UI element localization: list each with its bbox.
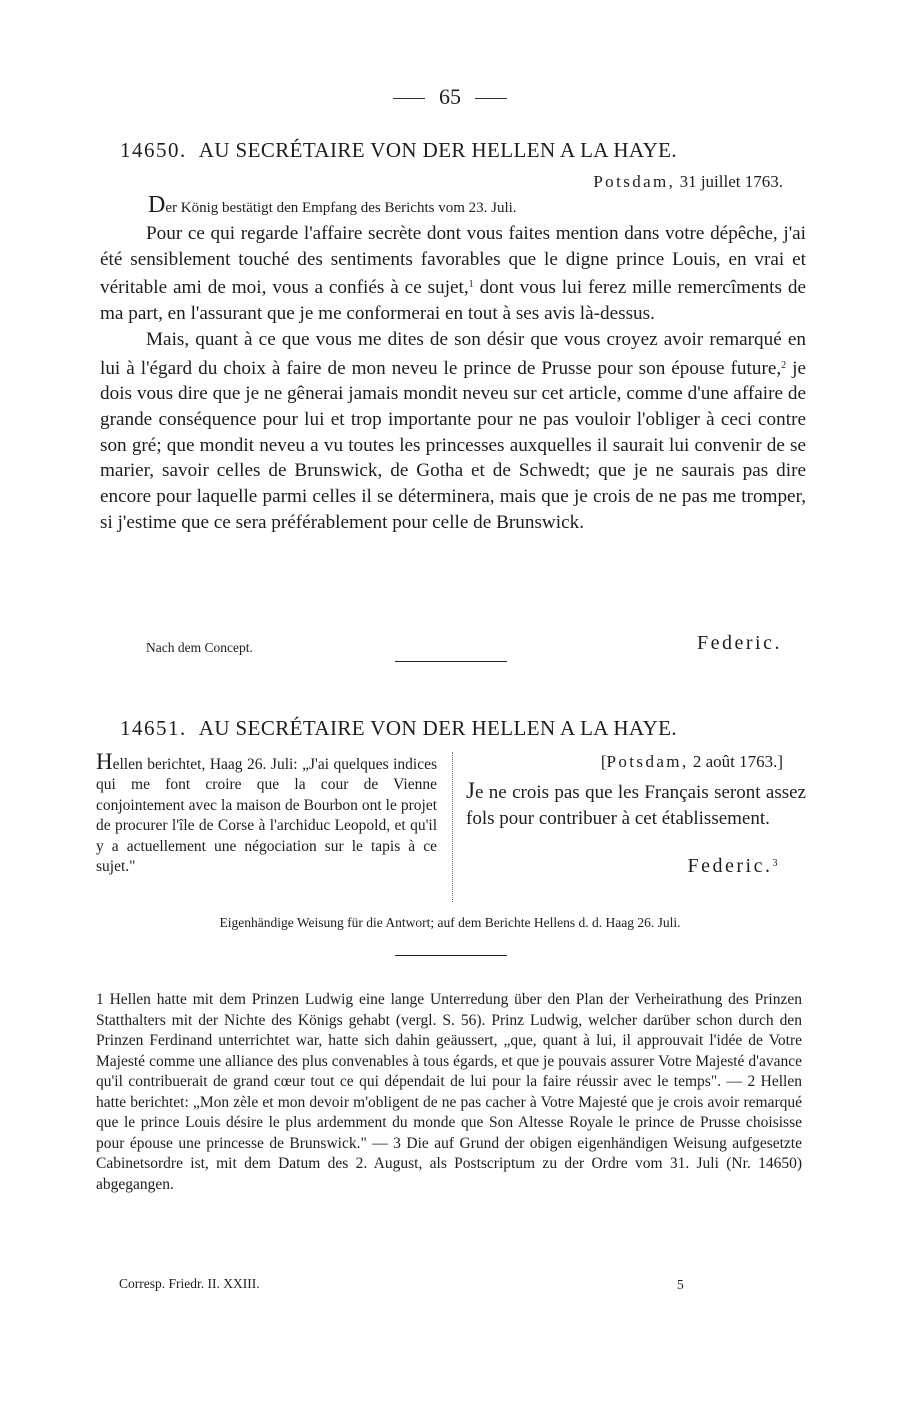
letter-2-date-place: Potsdam, bbox=[606, 752, 689, 771]
letter-2-date: 2 août 1763.] bbox=[692, 752, 783, 771]
letter-1-paragraph-2-text-b: je dois vous dire que je ne gênerai jamais mondit neveu sur cet article, comme d'une affaire de grande conséquence pour lui et trop importante pour ne pas vouloir l'obliger à ceci contre son gré; que mondit neveu a vu toutes les princesses auxquelles il saurait lui convenir de se marier, savoir celles de Brunswick, de Gotha et de Schwedt; que je ne saurais pas dire encore pour laquelle parmi celles il se déterminera, mais que je crois de ne pas me tromper, si j'estime que ce sera préférablement pour celle de Brunswick. bbox=[100, 357, 806, 533]
letter-1-signature: Federic. bbox=[697, 632, 782, 654]
letter-2-source: Eigenhändige Weisung für die Antwort; auf dem Berichte Hellens d. d. Haag 26. Juli. bbox=[219, 915, 681, 930]
footnote-divider bbox=[395, 955, 507, 956]
footer-volume: Corresp. Friedr. II. XXIII. bbox=[119, 1276, 260, 1291]
letter-1-summary bbox=[148, 192, 517, 219]
letter-2-date-bracket: [ bbox=[600, 752, 607, 771]
header-dash-right bbox=[475, 98, 507, 99]
letter-2-reply-initial: J bbox=[466, 778, 475, 803]
footer-signature-mark: 5 bbox=[677, 1277, 684, 1292]
footnotes-text: 1 Hellen hatte mit dem Prinzen Ludwig eine lange Unterredung über den Plan der Verheirathung des Prinzen Statthalters mit der Nichte des Königs gehabt (vergl. S. 56). Prinz Ludwig, welcher darüber schon durch den Prinzen Ferdinand unterrichtet war, hatte sich dahin geäussert, „que, quant à lui, il approuvait l'idée de Votre Majesté comme une alliance des plus convenables à tous égards, et que je pouvais assurer Votre Majesté d'avance qu'il contribuerait de grand cœur tout ce qui dépendait de lui pour la faire réussir avec le temps". — 2 Hellen hatte berichtet: „Mon zèle et mon devoir m'obligent de ne pas cacher à Votre Majesté que je crois avoir remarqué que le prince Louis désire le plus ardemment du monde que Son Altesse Royale le prince de Prusse choisisse pour épouse une princesse de Brunswick." — 3 Die auf Grund der obigen eigenhändigen Weisung aufgesetzte Cabinetsordre ist, mit dem Datum des 2. August, als Postscriptum zu der Ordre vom 31. Juli (Nr. 14650) abgegangen. bbox=[96, 991, 802, 1193]
footnote-ref-1[interactable]: 1 bbox=[468, 279, 474, 291]
page-header bbox=[0, 84, 900, 110]
page-number: 65 bbox=[439, 84, 461, 109]
letter-2-report-initial: H bbox=[96, 749, 113, 774]
letter-1-paragraph-1-text-a: Pour ce qui regarde l'affaire secrète dont vous faites mention dans votre dépêche, j'ai été sensiblement touché des sentiments favorables que le digne prince Louis, en vrai et véritable ami de moi, vous a confiés à ce sujet, bbox=[100, 223, 806, 299]
letter-1-paragraph-2-text-a: Mais, quant à ce que vous me dites de son désir que vous croyez avoir remarqué en lui à l'égard du choix à faire de mon neveu le prince de Prusse pour son épouse future, bbox=[100, 328, 806, 379]
letter-2-reply bbox=[466, 778, 806, 831]
letter-2-dateline bbox=[601, 752, 783, 772]
letter-1-date-place: Potsdam, bbox=[593, 172, 676, 191]
letter-2-report-text: ellen berichtet, Haag 26. Juli: „J'ai quelques indices qui me font croire que la cour de Vienne conjointement avec la maison de Bourbon ont le projet de procurer l'île de Corse à l'archiduc Leopold, et qu'il y a actuellement une négociation sur le tapis à ce sujet." bbox=[96, 756, 437, 876]
letter-1-paragraph-1 bbox=[100, 221, 806, 327]
letter-1-heading bbox=[120, 138, 677, 163]
letter-2-title: AU SECRÉTAIRE VON DER HELLEN A LA HAYE. bbox=[198, 716, 678, 740]
letter-2-report-summary bbox=[96, 749, 437, 877]
letter-1-source: Nach dem Concept. bbox=[146, 640, 253, 655]
letter-1-body bbox=[100, 221, 806, 535]
letter-1-dateline bbox=[593, 172, 783, 192]
section-divider bbox=[395, 661, 507, 662]
letter-2-signature-text: Federic. bbox=[687, 855, 773, 877]
letter-2-reply-text: e ne crois pas que les Français seront assez fols pour contribuer à cet établissement. bbox=[466, 782, 806, 829]
letter-1-paragraph-2 bbox=[100, 327, 806, 536]
letter-1-summary-text: er König bestätigt den Empfang des Berichts vom 23. Juli. bbox=[165, 200, 517, 216]
letter-1-title: AU SECRÉTAIRE VON DER HELLEN A LA HAYE. bbox=[198, 138, 678, 162]
footnote-ref-2[interactable]: 2 bbox=[781, 359, 787, 371]
header-dash-left bbox=[393, 98, 425, 99]
letter-2-signature bbox=[688, 855, 780, 878]
letter-2-heading bbox=[120, 716, 677, 741]
footnotes bbox=[96, 990, 802, 1195]
letter-1-paragraph-1-text-b: dont vous lui ferez mille remercîments de ma part, en l'assurant que je me conformerai en tout à ses avis là-dessus. bbox=[100, 277, 807, 325]
column-divider bbox=[452, 752, 453, 902]
letter-1-date: 31 juillet 1763. bbox=[679, 172, 783, 191]
footnote-ref-3[interactable]: 3 bbox=[772, 858, 780, 869]
letter-2-number: 14651. bbox=[120, 716, 187, 740]
letter-1-summary-initial: D bbox=[148, 192, 166, 218]
letter-1-number: 14650. bbox=[120, 138, 187, 162]
